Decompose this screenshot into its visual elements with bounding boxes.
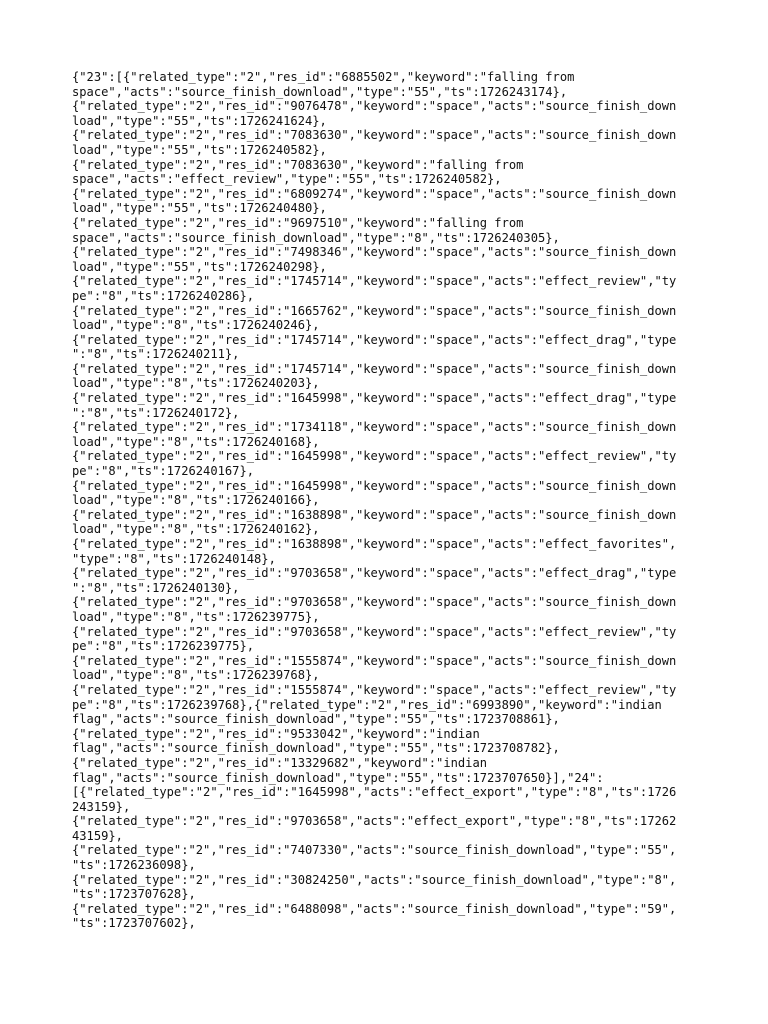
text-line: {"related_type":"2","res_id":"1665762","keyword":"space","acts":"source_finish_down <box>72 303 677 318</box>
text-line: load","type":"55","ts":1726241624}, <box>72 113 327 128</box>
text-line: load","type":"8","ts":1726240166}, <box>72 493 320 508</box>
text-line: {"related_type":"2","res_id":"9076478","keyword":"space","acts":"source_finish_down <box>72 99 677 114</box>
text-line: ":"8","ts":1726240211}, <box>72 347 240 362</box>
text-line: {"related_type":"2","res_id":"9703658","keyword":"space","acts":"source_finish_down <box>72 595 677 610</box>
text-line: {"23":[{"related_type":"2","res_id":"6885502","keyword":"falling from <box>72 70 575 84</box>
text-line: {"related_type":"2","res_id":"7083630","keyword":"space","acts":"source_finish_down <box>72 128 677 143</box>
text-line: load","type":"8","ts":1726240246}, <box>72 318 320 333</box>
text-line: {"related_type":"2","res_id":"9533042","keyword":"indian <box>72 726 480 741</box>
text-line: "ts":1723707628}, <box>72 887 196 902</box>
text-line: {"related_type":"2","res_id":"1745714","keyword":"space","acts":"effect_drag","type <box>72 332 677 347</box>
text-line: load","type":"8","ts":1726240203}, <box>72 376 320 391</box>
text-line: {"related_type":"2","res_id":"30824250","acts":"source_finish_download","type":"8", <box>72 872 677 887</box>
text-line: load","type":"8","ts":1726239775}, <box>72 609 320 624</box>
text-line: {"related_type":"2","res_id":"1638898","keyword":"space","acts":"source_finish_down <box>72 507 677 522</box>
text-line: pe":"8","ts":1726239775}, <box>72 639 255 654</box>
text-line: {"related_type":"2","res_id":"1645998","keyword":"space","acts":"source_finish_down <box>72 478 677 493</box>
text-line: pe":"8","ts":1726239768},{"related_type":"2","res_id":"6993890","keyword":"indian <box>72 697 662 712</box>
text-line: {"related_type":"2","res_id":"9697510","keyword":"falling from <box>72 215 524 230</box>
text-line: {"related_type":"2","res_id":"13329682","keyword":"indian <box>72 755 488 770</box>
text-line: pe":"8","ts":1726240167}, <box>72 464 255 479</box>
text-line: {"related_type":"2","res_id":"1645998","keyword":"space","acts":"effect_drag","type <box>72 391 677 406</box>
text-line: {"related_type":"2","res_id":"9703658","keyword":"space","acts":"effect_drag","type <box>72 566 677 581</box>
text-line: space","acts":"effect_review","type":"55","ts":1726240582}, <box>72 172 502 187</box>
text-line: ":"8","ts":1726240130}, <box>72 580 240 595</box>
text-line: {"related_type":"2","res_id":"1734118","keyword":"space","acts":"source_finish_down <box>72 420 677 435</box>
text-line: load","type":"55","ts":1726240480}, <box>72 201 327 216</box>
text-line: {"related_type":"2","res_id":"7083630","keyword":"falling from <box>72 157 524 172</box>
text-line: load","type":"55","ts":1726240582}, <box>72 142 327 157</box>
text-line: load","type":"8","ts":1726240162}, <box>72 522 320 537</box>
text-line: {"related_type":"2","res_id":"1645998","keyword":"space","acts":"effect_review","ty <box>72 449 677 464</box>
text-line: "ts":1723707602}, <box>72 916 196 931</box>
text-line: "ts":1726236098}, <box>72 858 196 873</box>
text-line: {"related_type":"2","res_id":"6488098","acts":"source_finish_download","type":"59", <box>72 901 677 916</box>
text-line: {"related_type":"2","res_id":"1745714","keyword":"space","acts":"source_finish_down <box>72 361 677 376</box>
text-line: flag","acts":"source_finish_download","type":"55","ts":1723707650}],"24": <box>72 770 604 785</box>
text-line: ":"8","ts":1726240172}, <box>72 405 240 420</box>
text-line: {"related_type":"2","res_id":"1638898","keyword":"space","acts":"effect_favorites", <box>72 537 677 551</box>
text-line: {"related_type":"2","res_id":"1555874","keyword":"space","acts":"source_finish_down <box>72 653 677 668</box>
text-line: load","type":"8","ts":1726239768}, <box>72 668 320 683</box>
text-line: space","acts":"source_finish_download","type":"55","ts":1726243174}, <box>72 84 568 99</box>
text-line: 43159}, <box>72 828 123 843</box>
text-line: 243159}, <box>72 799 131 814</box>
text-line: {"related_type":"2","res_id":"1555874","keyword":"space","acts":"effect_review","ty <box>72 682 677 697</box>
text-line: {"related_type":"2","res_id":"6809274","keyword":"space","acts":"source_finish_down <box>72 186 677 201</box>
text-line: pe":"8","ts":1726240286}, <box>72 288 255 303</box>
text-line: {"related_type":"2","res_id":"9703658","acts":"effect_export","type":"8","ts":17262 <box>72 814 677 829</box>
text-line: flag","acts":"source_finish_download","type":"55","ts":1723708782}, <box>72 741 560 756</box>
text-line: load","type":"8","ts":1726240168}, <box>72 434 320 449</box>
text-line: {"related_type":"2","res_id":"9703658","keyword":"space","acts":"effect_review","ty <box>72 624 677 639</box>
json-text-block <box>72 70 704 931</box>
text-line: space","acts":"source_finish_download","type":"8","ts":1726240305}, <box>72 230 560 245</box>
text-line: [{"related_type":"2","res_id":"1645998","acts":"effect_export","type":"8","ts":1726 <box>72 785 677 800</box>
text-line: {"related_type":"2","res_id":"1745714","keyword":"space","acts":"effect_review","ty <box>72 274 677 289</box>
text-line: flag","acts":"source_finish_download","type":"55","ts":1723708861}, <box>72 712 560 727</box>
text-line: "type":"8","ts":1726240148}, <box>72 551 276 566</box>
text-line: {"related_type":"2","res_id":"7407330","acts":"source_finish_download","type":"55", <box>72 843 677 858</box>
text-line: {"related_type":"2","res_id":"7498346","keyword":"space","acts":"source_finish_down <box>72 245 677 260</box>
text-line: load","type":"55","ts":1726240298}, <box>72 259 327 274</box>
